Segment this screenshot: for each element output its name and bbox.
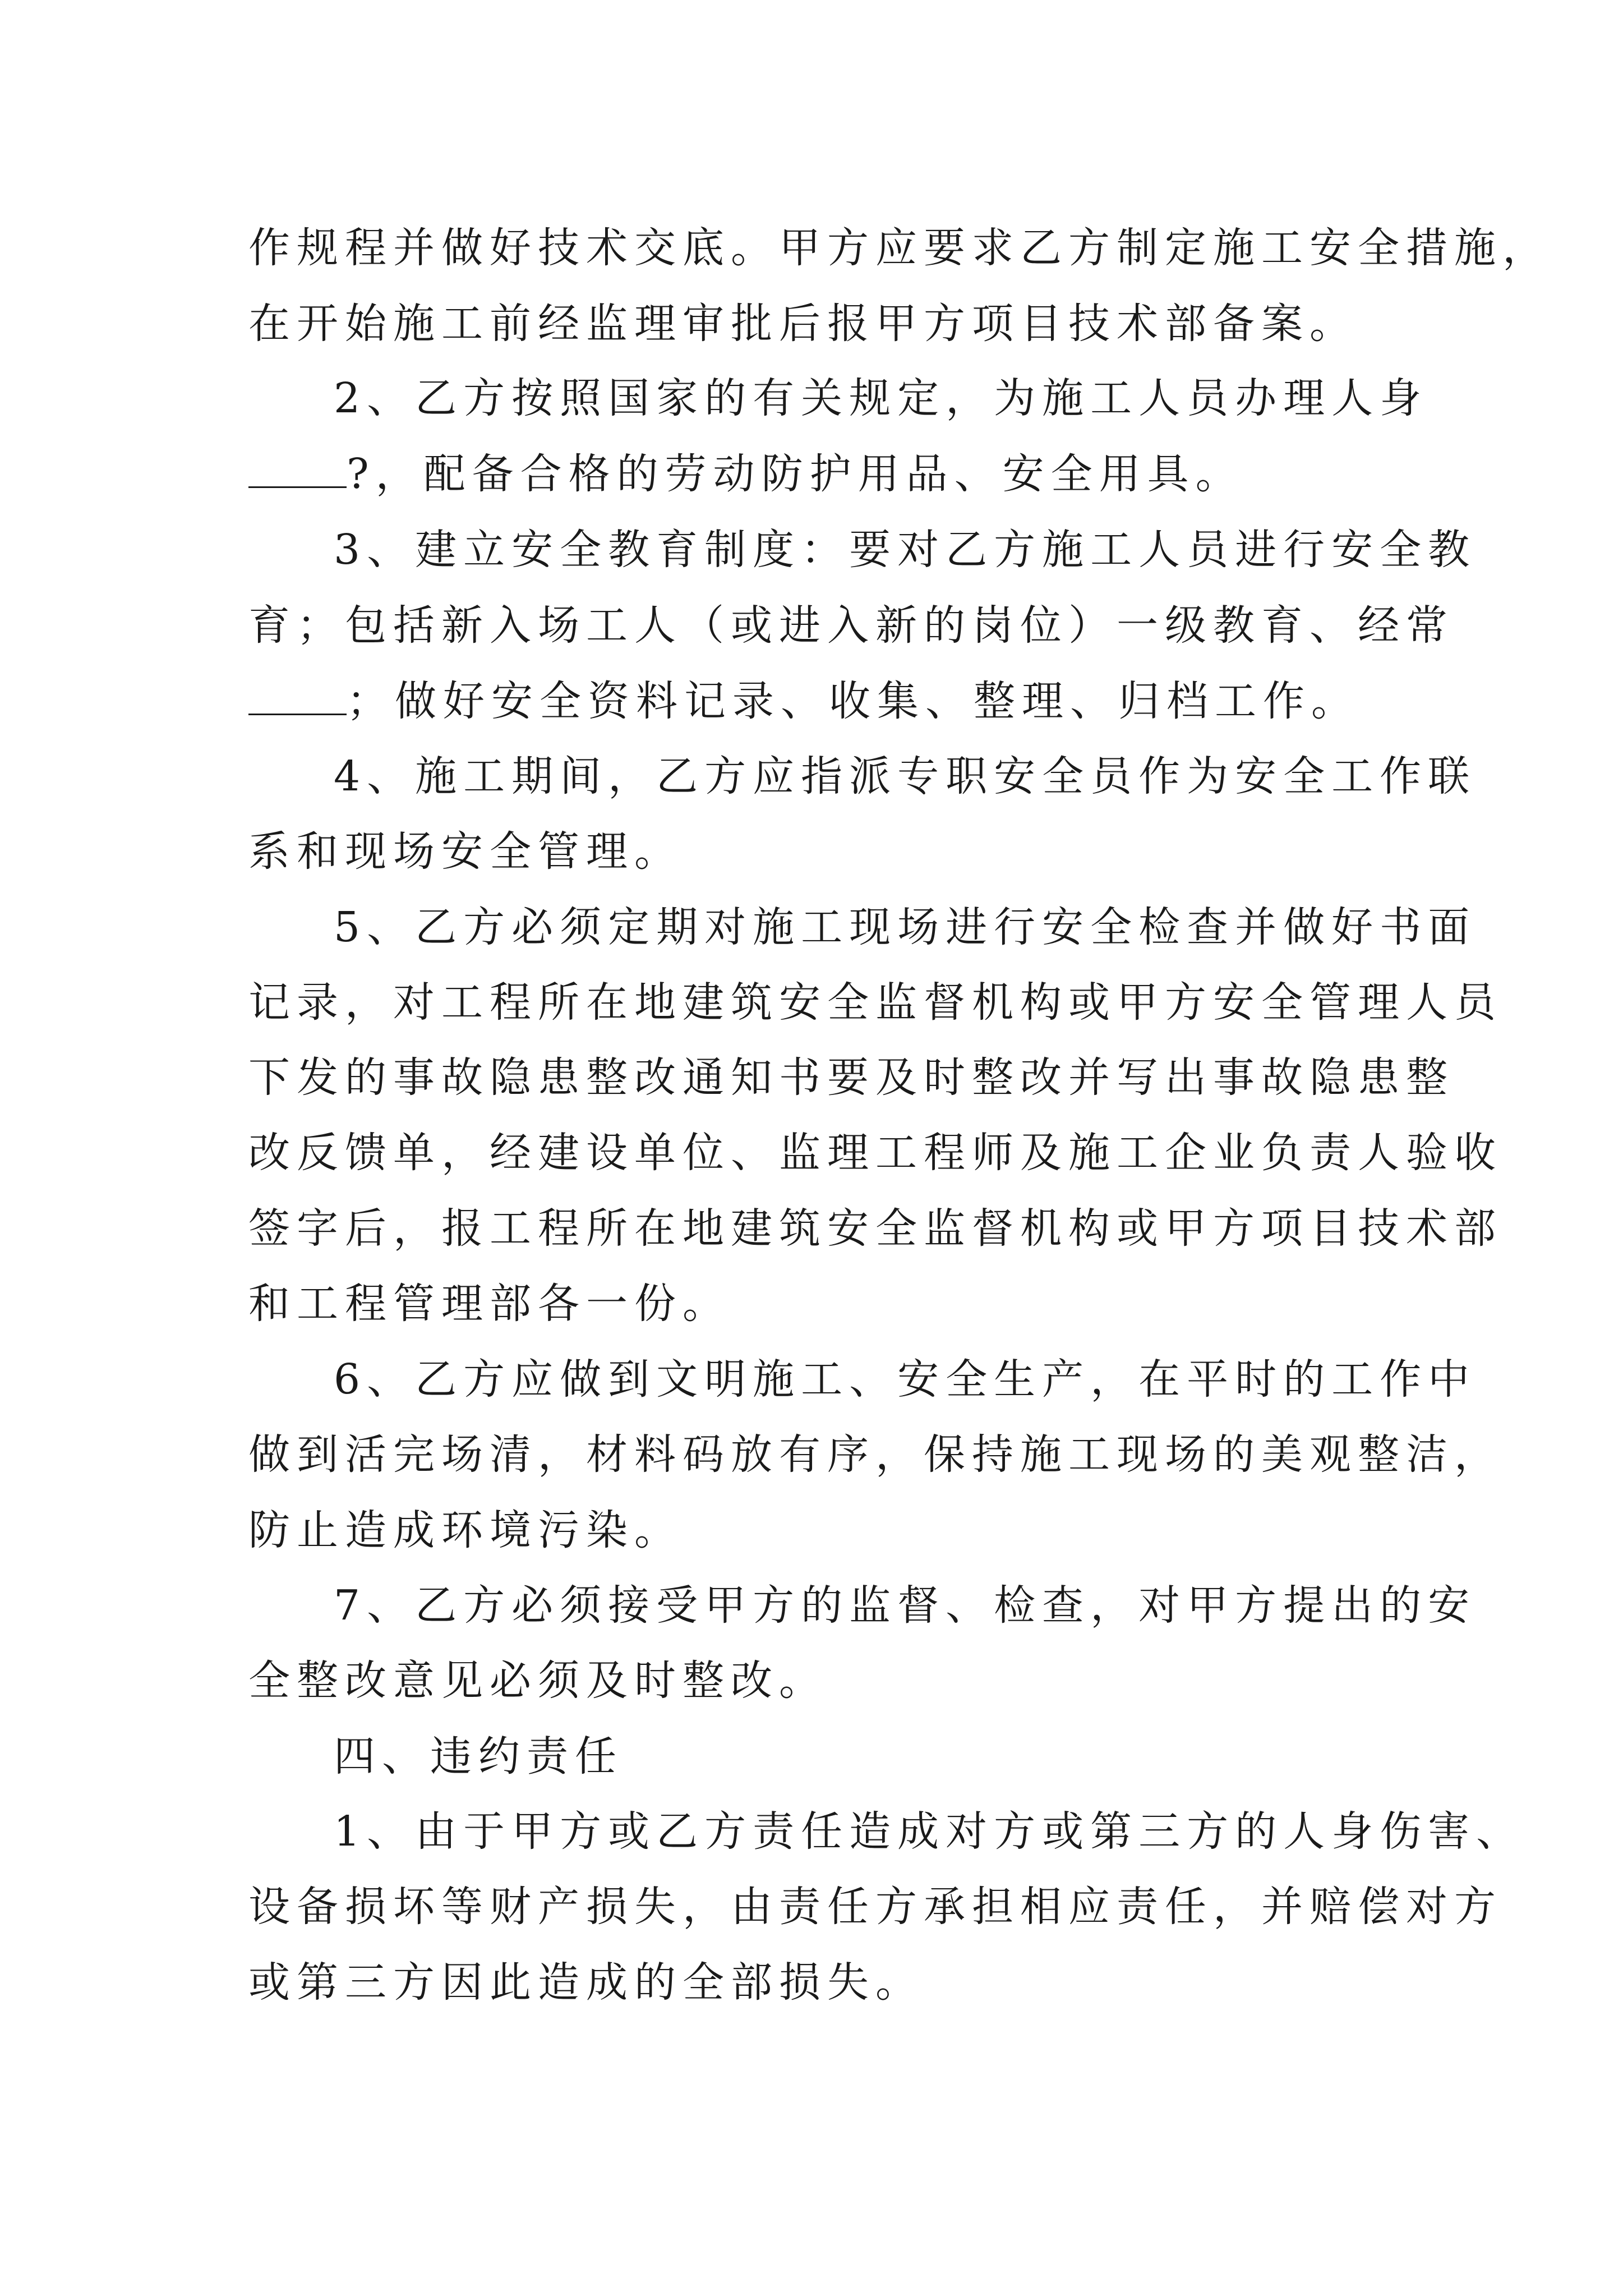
line-text: 2、乙方按照国家的有关规定，为施工人员办理人身 xyxy=(334,374,1428,422)
fill-in-blank xyxy=(248,455,347,488)
text-line-2 xyxy=(248,296,1358,352)
line-text: 全整改意见必须及时整改。 xyxy=(248,1657,827,1705)
text-line-9 xyxy=(248,823,683,880)
line-text: 下发的事故隐患整改通知书要及时整改并写出事故隐患整 xyxy=(248,1053,1454,1102)
line-text: 作规程并做好技术交底。甲方应要求乙方制定施工安全措施， xyxy=(248,224,1551,272)
line-text: 育；包括新入场工人（或进入新的岗位）一级教育、经常 xyxy=(248,601,1454,650)
line-text: 或第三方因此造成的全部损失。 xyxy=(248,1958,924,2007)
line-text: 7、乙方必须接受甲方的监督、检查，对甲方提出的安 xyxy=(334,1581,1477,1630)
line-text: 做到活完场清，材料码放有序，保持施工现场的美观整洁， xyxy=(248,1430,1502,1479)
text-line-10 xyxy=(334,899,1476,955)
text-line-17 xyxy=(248,1427,1502,1483)
line-text: 4、施工期间，乙方应指派专职安全员作为安全工作联 xyxy=(334,752,1477,800)
text-line-5 xyxy=(334,522,1476,578)
text-line-16 xyxy=(334,1351,1476,1407)
text-line-22 xyxy=(334,1803,1524,1860)
text-line-1 xyxy=(248,220,1551,276)
text-line-19 xyxy=(334,1577,1476,1634)
text-line-15 xyxy=(248,1276,731,1332)
line-text: 3、建立安全教育制度：要对乙方施工人员进行安全教 xyxy=(334,526,1477,574)
line-text: ?，配备合格的劳动防护用品、安全用具。 xyxy=(347,450,1244,498)
line-text: 在开始施工前经监理审批后报甲方项目技术部备案。 xyxy=(248,300,1358,348)
fill-in-blank xyxy=(248,682,347,715)
line-text: ；做好安全资料记录、收集、整理、归档工作。 xyxy=(347,677,1359,725)
text-line-14 xyxy=(248,1200,1502,1257)
text-line-13 xyxy=(248,1125,1502,1181)
line-text: 5、乙方必须定期对施工现场进行安全检查并做好书面 xyxy=(334,903,1477,951)
text-line-20 xyxy=(248,1653,827,1709)
text-line-23 xyxy=(248,1879,1502,1935)
line-text: 1、由于甲方或乙方责任造成对方或第三方的人身伤害、 xyxy=(334,1807,1525,1856)
text-line-4 xyxy=(248,446,1244,502)
line-text: 四、违约责任 xyxy=(334,1732,623,1780)
text-line-11 xyxy=(248,974,1502,1030)
text-line-3 xyxy=(334,370,1428,426)
text-line-18 xyxy=(248,1502,683,1558)
text-line-24 xyxy=(248,1954,924,2010)
section-heading xyxy=(334,1728,623,1784)
line-text: 6、乙方应做到文明施工、安全生产，在平时的工作中 xyxy=(334,1355,1477,1404)
text-line-8 xyxy=(334,748,1476,804)
line-text: 改反馈单，经建设单位、监理工程师及施工企业负责人验收 xyxy=(248,1129,1502,1177)
text-line-6 xyxy=(248,597,1454,654)
line-text: 系和现场安全管理。 xyxy=(248,827,683,876)
text-line-12 xyxy=(248,1050,1454,1106)
line-text: 记录，对工程所在地建筑安全监督机构或甲方安全管理人员 xyxy=(248,978,1502,1027)
line-text: 和工程管理部各一份。 xyxy=(248,1280,731,1328)
line-text: 设备损坏等财产损失，由责任方承担相应责任，并赔偿对方 xyxy=(248,1883,1502,1931)
line-text: 防止造成环境污染。 xyxy=(248,1506,683,1554)
text-line-7 xyxy=(248,673,1359,729)
line-text: 签字后，报工程所在地建筑安全监督机构或甲方项目技术部 xyxy=(248,1204,1502,1253)
